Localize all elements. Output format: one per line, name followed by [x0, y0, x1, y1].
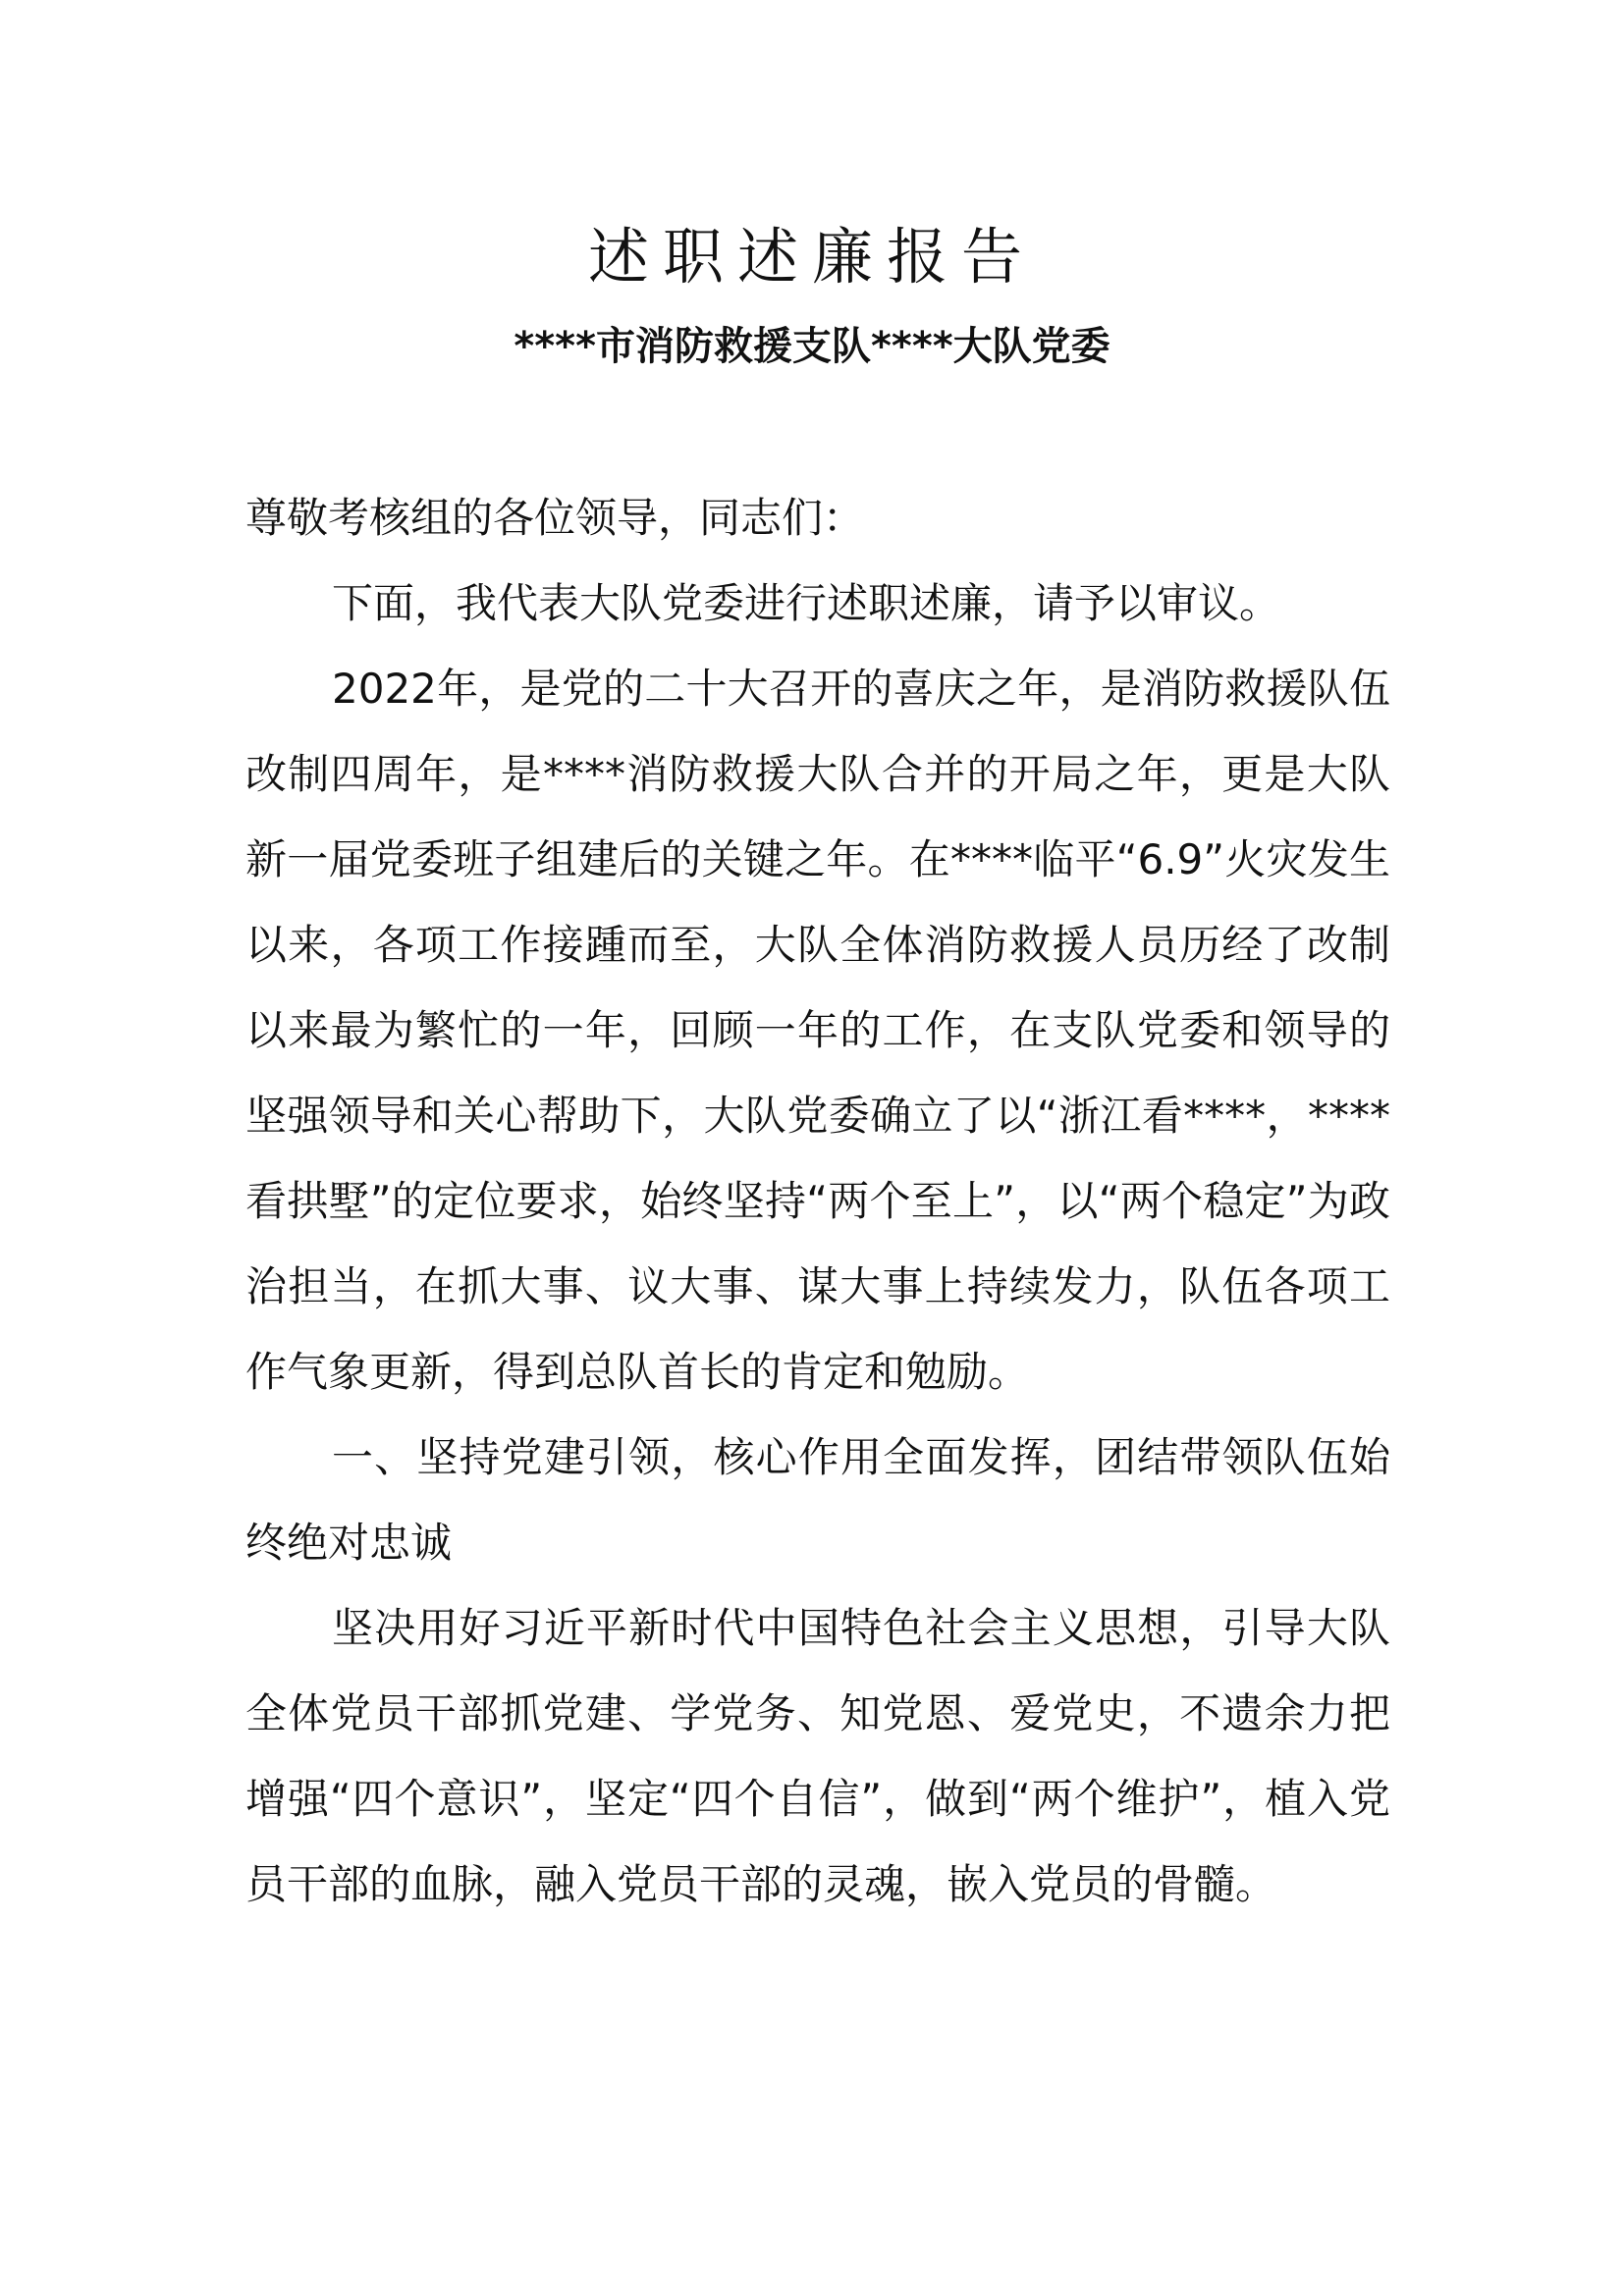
- document-title: 述职述廉报告: [587, 221, 1036, 293]
- section-1-paragraph: 坚决用好习近平新时代中国特色社会主义思想，引导大队全体党员干部抓党建、学党务、知党恩、爱党史，不遗余力把增强“四个意识”，坚定“四个自信”，做到“两个维护”，植入党员干部的血脉，融入党员干部的灵魂，嵌入党员的骨髓。: [245, 1604, 1390, 1908]
- section-heading-1: 一、坚持党建引领，核心作用全面发挥，团结带领队伍始终绝对忠诚: [245, 1433, 1390, 1567]
- document-subtitle: ****市消防救援支队****大队党委: [514, 324, 1110, 369]
- paragraph-overview: 2022年，是党的二十大召开的喜庆之年，是消防救援队伍改制四周年，是****消防救援大队合并的开局之年，更是大队新一届党委班子组建后的关键之年。在****临平“6.9”火灾发生以来，各项工作接踵而至，大队全体消防救援人员历经了改制以来最为繁忙的一年，回顾一年的工作，在支队党委和领导的坚强领导和关心帮助下，大队党委确立了以“浙江看****，****看拱墅”的定位要求，始终坚持“两个至上”，以“两个稳定”为政治担当，在抓大事、议大事、谋大事上持续发力，队伍各项工作气象更新，得到总队首长的肯定和勉励。: [245, 665, 1390, 1396]
- paragraph-intro: 下面，我代表大队党委进行述职述廉，请予以审议。: [332, 579, 1281, 627]
- salutation: 尊敬考核组的各位领导，同志们：: [245, 494, 865, 542]
- document-body: [245, 475, 1390, 1927]
